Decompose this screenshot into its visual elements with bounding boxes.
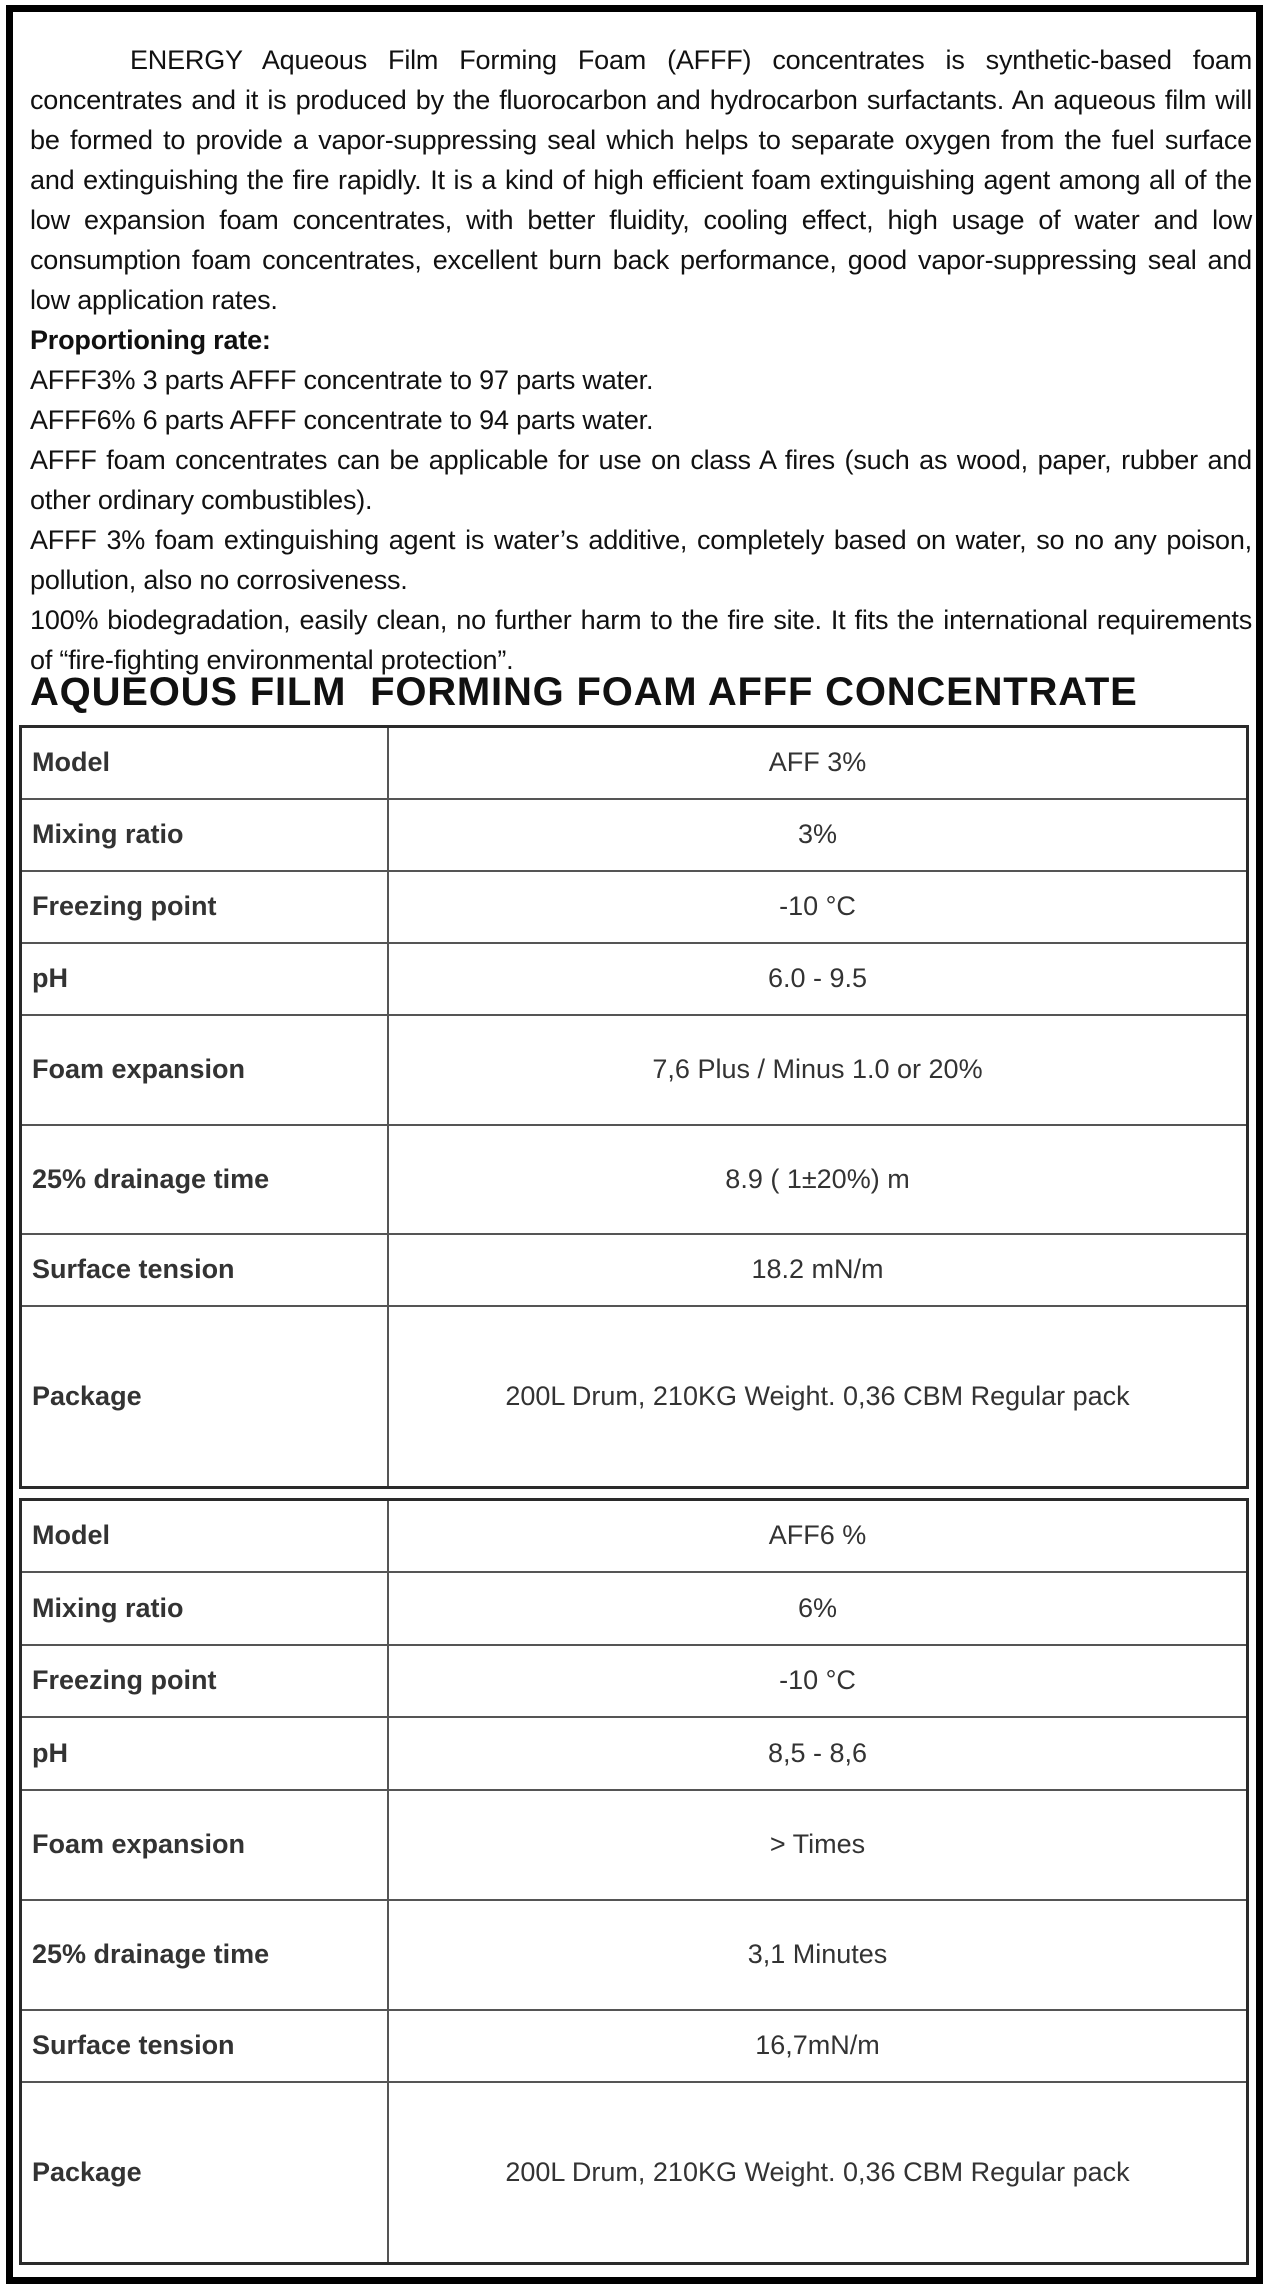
table-row <box>21 1234 1248 1306</box>
spec-value: 8,5 - 8,6 <box>388 1717 1248 1790</box>
biodegradation-paragraph: 100% biodegradation, easily clean, no further harm to the fire site. It fits the international requirements of “fire-fighting environmental protection”. <box>30 605 1252 675</box>
spec-table-afff-3 <box>19 725 1249 1489</box>
table-row <box>21 727 1248 799</box>
spec-value: 16,7mN/m <box>388 2010 1248 2082</box>
spec-value: 200L Drum, 210KG Weight. 0,36 CBM Regular pack <box>388 2082 1248 2264</box>
spec-label: Freezing point <box>21 871 389 943</box>
spec-label: 25% drainage time <box>21 1125 389 1234</box>
spec-value: 18.2 mN/m <box>388 1234 1248 1306</box>
table-row <box>21 871 1248 943</box>
table-row <box>21 2010 1248 2082</box>
table-row <box>21 1572 1248 1645</box>
table-row <box>21 2082 1248 2264</box>
proportioning-heading: Proportioning rate: <box>30 325 271 355</box>
spec-value: 3% <box>388 799 1248 871</box>
spec-label: pH <box>21 943 389 1015</box>
spec-label: Mixing ratio <box>21 799 389 871</box>
table-row <box>21 1645 1248 1717</box>
table-row <box>21 1306 1248 1488</box>
intro-paragraph: ENERGY Aqueous Film Forming Foam (AFFF) concentrates is synthetic-based foam concentrates and it is produced by the fluorocarbon and hydrocarbon surfactants. An aqueous film will be formed to provide a vapor-suppressing seal which helps to separate oxygen from the fuel surface and extinguishing the fire rapidly. It is a kind of high efficient foam extinguishing agent among all of the low expansion foam concentrates, with better fluidity, cooling effect, high usage of water and low consumption foam concentrates, excellent burn back performance, good vapor-suppressing seal and low application rates. <box>30 45 1252 315</box>
spec-table-afff-6 <box>19 1498 1249 2265</box>
spec-label: Model <box>21 1500 389 1572</box>
spec-label: Freezing point <box>21 1645 389 1717</box>
afff6-ratio-line: AFFF6% 6 parts AFFF concentrate to 94 parts water. <box>30 405 654 435</box>
spec-label: Foam expansion <box>21 1015 389 1125</box>
spec-value: AFF 3% <box>388 727 1248 799</box>
spec-value: 3,1 Minutes <box>388 1900 1248 2010</box>
spec-label: Package <box>21 2082 389 2264</box>
spec-value: > Times <box>388 1790 1248 1900</box>
afff3-ratio-line: AFFF3% 3 parts AFFF concentrate to 97 parts water. <box>30 365 654 395</box>
table-row <box>21 1790 1248 1900</box>
spec-label: pH <box>21 1717 389 1790</box>
product-title: AQUEOUS FILM FORMING FOAM AFFF CONCENTRATE <box>30 670 1138 714</box>
water-additive-paragraph: AFFF 3% foam extinguishing agent is water’s additive, completely based on water, so no any poison, pollution, also no corrosiveness. <box>30 525 1252 595</box>
table-row <box>21 1900 1248 2010</box>
table-row <box>21 1125 1248 1234</box>
table-row <box>21 1015 1248 1125</box>
spec-label: Surface tension <box>21 1234 389 1306</box>
table-row <box>21 799 1248 871</box>
spec-label: Package <box>21 1306 389 1488</box>
spec-value: 7,6 Plus / Minus 1.0 or 20% <box>388 1015 1248 1125</box>
table-row <box>21 943 1248 1015</box>
spec-value: -10 °C <box>388 871 1248 943</box>
spec-value: -10 °C <box>388 1645 1248 1717</box>
spec-label: Mixing ratio <box>21 1572 389 1645</box>
table-row <box>21 1717 1248 1790</box>
spec-value: AFF6 % <box>388 1500 1248 1572</box>
intro-text <box>30 40 1252 680</box>
spec-value: 200L Drum, 210KG Weight. 0,36 CBM Regular pack <box>388 1306 1248 1488</box>
spec-value: 6% <box>388 1572 1248 1645</box>
table-row <box>21 1500 1248 1572</box>
spec-value: 8.9 ( 1±20%) m <box>388 1125 1248 1234</box>
spec-label: Model <box>21 727 389 799</box>
class-a-fires-paragraph: AFFF foam concentrates can be applicable for use on class A fires (such as wood, paper, rubber and other ordinary combustibles). <box>30 445 1252 515</box>
spec-value: 6.0 - 9.5 <box>388 943 1248 1015</box>
spec-label: Surface tension <box>21 2010 389 2082</box>
spec-label: 25% drainage time <box>21 1900 389 2010</box>
spec-label: Foam expansion <box>21 1790 389 1900</box>
